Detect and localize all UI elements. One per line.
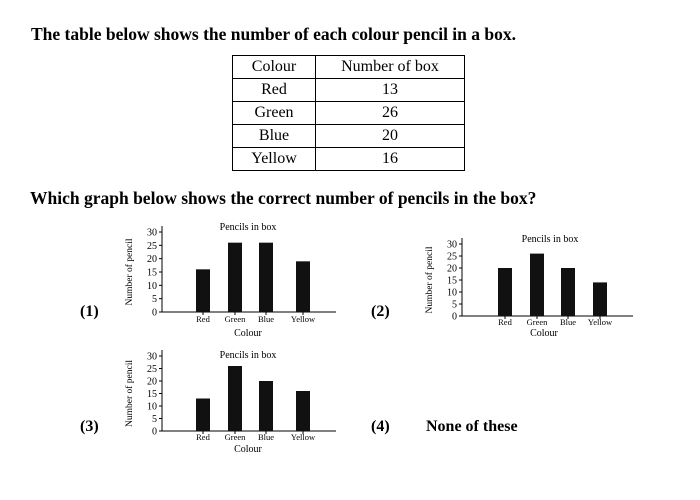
- y-tick-label: 0: [452, 311, 457, 323]
- y-tick-label: 30: [447, 239, 457, 251]
- y-tick-label: 20: [447, 263, 457, 275]
- table-row: [233, 79, 465, 102]
- question-heading: The table below shows the number of each colour pencil in a box.: [31, 24, 517, 44]
- y-tick-label: 5: [452, 299, 457, 311]
- y-tick-label: 30: [147, 227, 157, 239]
- x-tick-label: Green: [224, 314, 246, 324]
- bar-chart-option-3: [118, 345, 328, 455]
- x-axis-label: Colour: [530, 328, 558, 339]
- bar: [498, 268, 512, 316]
- y-tick-label: 5: [152, 414, 157, 425]
- bar-chart-option-2: [422, 232, 627, 340]
- table-header-cell: Number of box: [316, 56, 465, 79]
- y-tick-label: 25: [447, 251, 457, 263]
- y-tick-label: 15: [147, 267, 157, 279]
- table-header-row: [233, 56, 465, 79]
- chart-title: Pencils in box: [521, 234, 579, 245]
- chart-title: Pencils in box: [219, 350, 277, 361]
- option-4-text[interactable]: None of these: [426, 418, 518, 435]
- chart-title: Pencils in box: [219, 222, 277, 233]
- bar: [296, 261, 310, 312]
- y-axis-label: Number of pencil: [425, 246, 435, 314]
- option-3-label[interactable]: (3): [80, 418, 99, 435]
- x-tick-label: Blue: [257, 432, 275, 442]
- bar: [196, 399, 210, 432]
- x-tick-label: Red: [196, 314, 210, 324]
- bar: [228, 366, 242, 431]
- bar: [228, 243, 242, 312]
- bar: [259, 381, 273, 431]
- table-cell: Yellow: [233, 148, 316, 171]
- table-cell: Green: [233, 102, 316, 125]
- option-4-label[interactable]: (4): [371, 418, 390, 435]
- y-tick-label: 20: [147, 376, 157, 388]
- y-tick-label: 10: [447, 287, 457, 299]
- y-tick-label: 10: [147, 280, 157, 292]
- x-axis-label: Colour: [234, 444, 262, 455]
- y-tick-label: 25: [147, 364, 157, 375]
- table-cell: 13: [316, 79, 465, 102]
- table-cell: 16: [316, 148, 465, 171]
- y-tick-label: 25: [147, 240, 157, 252]
- x-tick-label: Yellow: [587, 317, 613, 327]
- y-tick-label: 20: [147, 254, 157, 266]
- x-tick-label: Blue: [559, 317, 577, 327]
- x-tick-label: Red: [498, 317, 512, 327]
- y-axis-label: Number of pencil: [125, 238, 135, 306]
- bar: [593, 282, 607, 316]
- option-1-label[interactable]: (1): [80, 303, 99, 320]
- y-tick-label: 5: [152, 294, 157, 306]
- y-tick-label: 30: [147, 351, 157, 363]
- x-axis-label: Colour: [234, 328, 262, 339]
- table-cell: 26: [316, 102, 465, 125]
- pencil-table: [232, 55, 465, 171]
- x-tick-label: Yellow: [290, 314, 316, 324]
- y-tick-label: 0: [152, 307, 157, 319]
- bar: [561, 268, 575, 316]
- y-axis-label: Number of pencil: [125, 359, 135, 428]
- x-tick-label: Blue: [257, 314, 275, 324]
- table-cell: 20: [316, 125, 465, 148]
- table-row: [233, 102, 465, 125]
- option-2-label[interactable]: (2): [371, 303, 390, 320]
- x-tick-label: Red: [196, 432, 210, 442]
- table-row: [233, 148, 465, 171]
- question-prompt: Which graph below shows the correct number of pencils in the box?: [30, 188, 537, 208]
- y-tick-label: 10: [147, 401, 157, 413]
- y-tick-label: 15: [147, 389, 157, 400]
- x-tick-label: Green: [526, 317, 548, 327]
- table-cell: Blue: [233, 125, 316, 148]
- x-tick-label: Green: [224, 432, 246, 442]
- table-cell: Red: [233, 79, 316, 102]
- bar: [530, 254, 544, 316]
- bar-chart-option-1: [118, 220, 328, 340]
- y-tick-label: 15: [447, 275, 457, 287]
- table-row: [233, 125, 465, 148]
- x-tick-label: Yellow: [290, 432, 316, 442]
- bar: [196, 269, 210, 312]
- y-tick-label: 0: [152, 426, 157, 438]
- bar: [296, 391, 310, 431]
- bar: [259, 243, 273, 312]
- table-header-cell: Colour: [233, 56, 316, 79]
